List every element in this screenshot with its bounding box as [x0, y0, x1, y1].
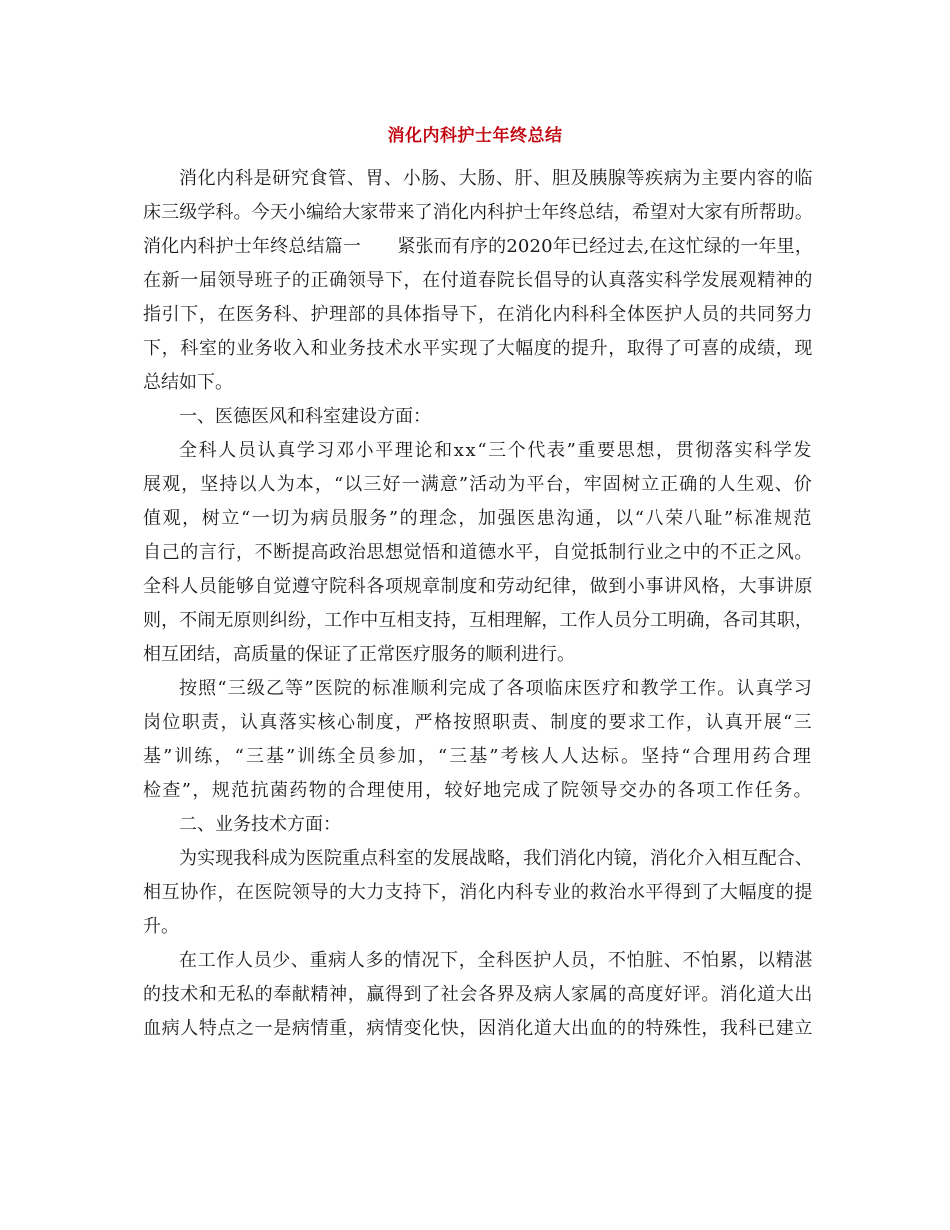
body-text-line: 二、业务技术方面： — [179, 814, 341, 835]
body-text-line: 消化内科护士年终总结篇一 紧张而有序的2020年已经过去,在这忙绿的一年里， — [143, 236, 814, 257]
body-text-line: 的技术和无私的奉献精神，赢得到了社会各界及病人家属的高度好评。消化道大出 — [143, 984, 813, 1005]
body-text-line: 升。 — [143, 916, 179, 937]
body-text-line: 检查”，规范抗菌药物的合理使用，较好地完成了院领导交办的各项工作任务。 — [143, 780, 813, 801]
body-text-line: 基”训练，“三基”训练全员参加，“三基”考核人人达标。坚持“合理用药合理 — [143, 746, 813, 767]
body-text-line: 自己的言行，不断提高政治思想觉悟和道德水平，自觉抵制行业之中的不正之风。 — [143, 542, 813, 563]
body-text-line: 床三级学科。今天小编给大家带来了消化内科护士年终总结，希望对大家有所帮助。 — [143, 202, 813, 223]
body-text-line: 值观，树立“一切为病员服务”的理念，加强医患沟通，以“八荣八耻”标准规范 — [143, 508, 814, 529]
body-text-line: 下，科室的业务收入和业务技术水平实现了大幅度的提升，取得了可喜的成绩，现 — [143, 338, 813, 359]
body-text-line: 指引下，在医务科、护理部的具体指导下，在消化内科科全体医护人员的共同努力 — [143, 304, 813, 325]
body-text-line: 岗位职责，认真落实核心制度，严格按照职责、制度的要求工作，认真开展“三 — [143, 712, 813, 733]
body-text-line: 全科人员认真学习邓小平理论和xx“三个代表”重要思想，贯彻落实科学发 — [179, 440, 813, 461]
body-text-line: 血病人特点之一是病情重，病情变化快，因消化道大出血的的特殊性，我科已建立 — [143, 1018, 813, 1039]
body-text-line: 在新一届领导班子的正确领导下，在付道春院长倡导的认真落实科学发展观精神的 — [143, 270, 813, 291]
body-text-line: 相互协作，在医院领导的大力支持下，消化内科专业的救治水平得到了大幅度的提 — [143, 882, 813, 903]
body-text-line: 为实现我科成为医院重点科室的发展战略，我们消化内镜，消化介入相互配合、 — [179, 848, 813, 869]
body-text-line: 全科人员能够自觉遵守院科各项规章制度和劳动纪律，做到小事讲风格，大事讲原 — [143, 576, 813, 597]
body-text-line: 展观，坚持以人为本，“以三好一满意”活动为平台，牢固树立正确的人生观、价 — [143, 474, 814, 495]
document-title: 消化内科护士年终总结 — [387, 126, 563, 146]
body-text-line: 总结如下。 — [143, 372, 233, 393]
body-text-line: 消化内科是研究食管、胃、小肠、大肠、肝、胆及胰腺等疾病为主要内容的临 — [179, 168, 813, 189]
body-text-line: 则，不闹无原则纠纷，工作中互相支持，互相理解，工作人员分工明确，各司其职， — [143, 610, 813, 631]
body-text-line: 相互团结，高质量的保证了正常医疗服务的顺利进行。 — [143, 644, 575, 665]
body-text-line: 按照“三级乙等”医院的标准顺利完成了各项临床医疗和教学工作。认真学习 — [179, 678, 814, 699]
body-text-line: 一、医德医风和科室建设方面： — [179, 406, 431, 427]
body-text-line: 在工作人员少、重病人多的情况下，全科医护人员，不怕脏、不怕累，以精湛 — [179, 950, 813, 971]
document-body — [143, 162, 813, 1046]
